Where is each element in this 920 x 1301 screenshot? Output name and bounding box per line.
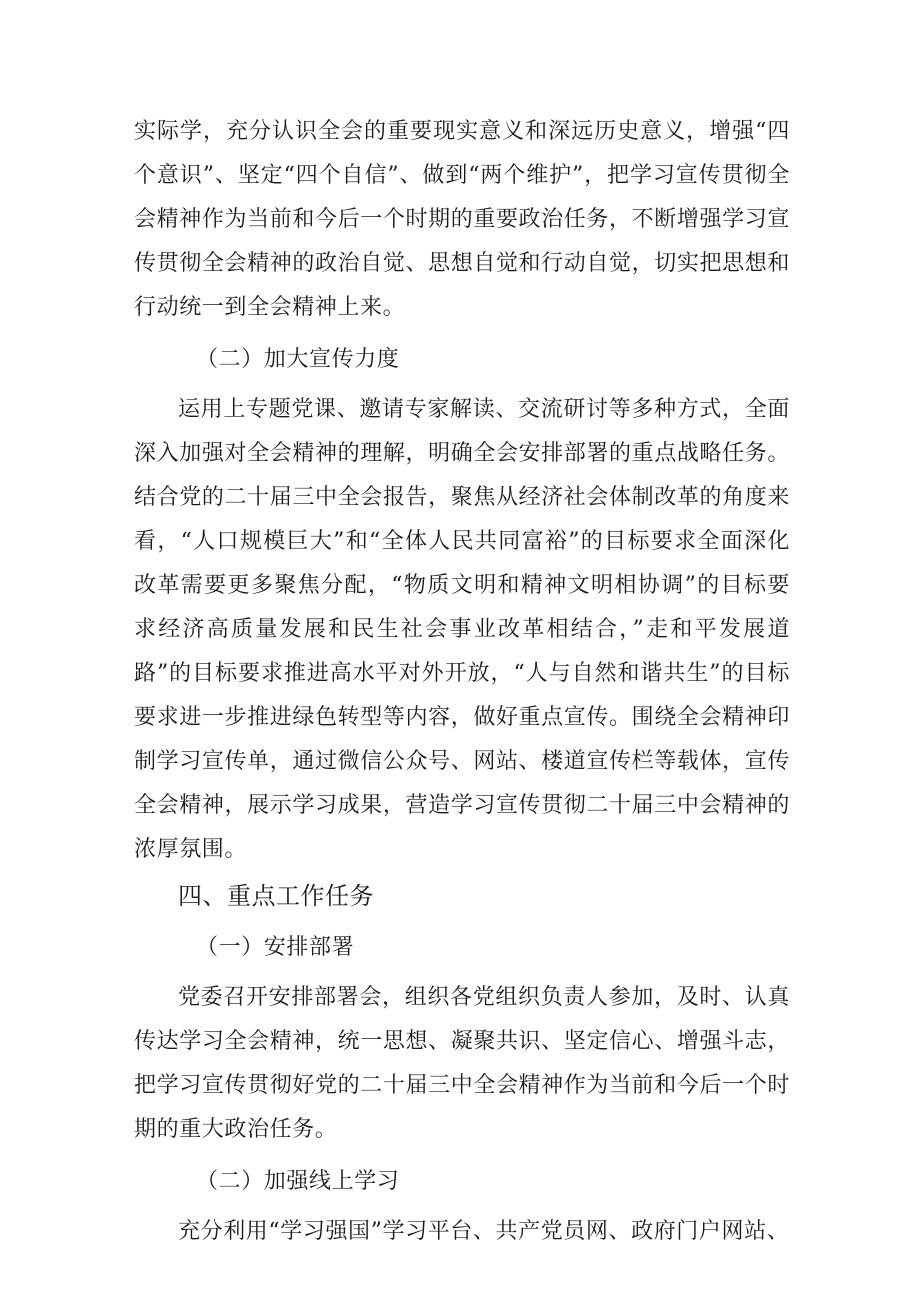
subheading-online-study: （二）加强线上学习 xyxy=(196,1169,400,1194)
paragraph-study-continued: 实际学，充分认识全会的重要现实意义和深远历史意义，增强“四个意识”、坚定“四个自信”、做到“两个维护”，把学习宣传贯彻全会精神作为当前和今后一个时期的重要政治任务，不断增强学习宣传贯彻全会精神的政治自觉、思想自觉和行动自觉，切实把思想和行动统一到全会精神上来。 xyxy=(134,119,790,320)
paragraph-online-study: 充分利用“学习强国”学习平台、共产党员网、政府门户网站、 xyxy=(178,1219,790,1244)
document-body xyxy=(134,110,790,1254)
section-heading-key-tasks: 四、重点工作任务 xyxy=(178,882,374,910)
subheading-deployment: （一）安排部署 xyxy=(196,935,355,960)
subheading-publicity: （二）加大宣传力度 xyxy=(196,347,400,372)
paragraph-deployment: 党委召开安排部署会，组织各党组织负责人参加，及时、认真传达学习全会精神，统一思想、凝聚共识、坚定信心、增强斗志，把学习宣传贯彻好党的二十届三中全会精神作为当前和今后一个时期的重大政治任务。 xyxy=(134,985,790,1142)
paragraph-publicity: 运用上专题党课、邀请专家解读、交流研讨等多种方式，全面深入加强对全会精神的理解，明确全会安排部署的重点战略任务。结合党的二十届三中全会报告，聚焦从经济社会体制改革的角度来看，“人口规模巨大”和“全体人民共同富裕”的目标要求全面深化改革需要更多聚焦分配，“物质文明和精神文明相协调”的目标要求经济高质量发展和民生社会事业改革相结合，”走和平发展道路”的目标要求推进高水平对外开放，“人与自然和谐共生”的目标要求进一步推进绿色转型等内容，做好重点宣传。围绕全会精神印制学习宣传单，通过微信公众号、网站、楼道宣传栏等载体，宣传全会精神，展示学习成果，营造学习宣传贯彻二十届三中会精神的浓厚氛围。 xyxy=(134,397,790,862)
